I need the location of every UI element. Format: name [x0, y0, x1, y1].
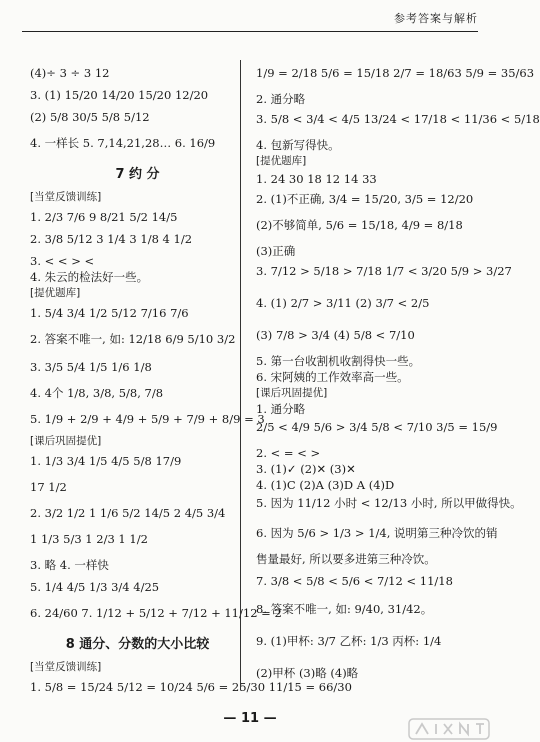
left-answer-line: 1. 2/3 7/6 9 8/21 5/2 14/5 — [30, 210, 178, 224]
right-answer-line: 3. 7/12 > 5/18 > 7/18 1/7 < 3/20 5/9 > 3/27 — [256, 264, 512, 278]
right-answer-line: 2/5 < 4/9 5/6 > 3/4 5/8 < 7/10 3/5 = 15/9 — [256, 420, 498, 434]
right-answer-line: 1. 24 30 18 12 14 33 — [256, 172, 377, 186]
right-answer-line: 6. 宋阿姨的工作效率高一些。 — [256, 370, 409, 384]
right-answer-line: 2. (1)不正确, 3/4 = 15/20, 3/5 = 12/20 — [256, 192, 474, 206]
right-answer-line: (2)甲杯 (3)略 (4)略 — [256, 666, 359, 680]
right-answer-line: 4. (1) 2/7 > 3/11 (2) 3/7 < 2/5 — [256, 296, 430, 310]
left-answer-line: 6. 24/60 7. 1/12 + 5/12 + 7/12 + 11/12 = 2 — [30, 606, 282, 620]
left-answer-line: 1. 1/3 3/4 1/5 4/5 5/8 17/9 — [30, 454, 182, 468]
right-answer-line: [课后巩固提优] — [256, 387, 328, 399]
left-answer-line: 8 通分、分数的大小比较 — [65, 637, 210, 652]
right-answer-line: 售量最好, 所以要多进第三种冷饮。 — [256, 552, 436, 566]
left-answer-line: 1. 5/8 = 15/24 5/12 = 10/24 5/6 = 25/30 11/15 = 66/30 — [30, 680, 352, 694]
right-answer-line: (3) 7/8 > 3/4 (4) 5/8 < 7/10 — [256, 328, 415, 342]
left-answer-line: (2) 5/8 30/5 5/8 5/12 — [30, 110, 150, 124]
left-answer-line: [当堂反馈训练] — [30, 191, 102, 203]
left-answer-line: 5. 1/4 4/5 1/3 3/4 4/25 — [30, 580, 160, 594]
left-answer-line: 4. 4个 1/8, 3/8, 5/8, 7/8 — [30, 386, 164, 400]
page-header-title: 参考答案与解析 — [394, 12, 478, 25]
page-number: — 11 — — [223, 711, 277, 726]
watermark-logo — [408, 718, 490, 740]
right-answer-line: 2. 通分略 — [256, 92, 306, 106]
right-answer-line: [提优题库] — [256, 155, 307, 167]
right-answer-line: (3)正确 — [256, 244, 296, 258]
right-answer-line: 3. (1)✓ (2)✕ (3)✕ — [256, 462, 356, 476]
left-answer-line: 5. 1/9 + 2/9 + 4/9 + 5/9 + 7/9 + 8/9 = 3 — [30, 412, 265, 426]
right-answer-line: 8. 答案不唯一, 如: 9/40, 31/42。 — [256, 602, 433, 616]
header-rule — [22, 31, 478, 32]
left-answer-line: 7 约 分 — [115, 167, 160, 182]
left-answer-line: 3. (1) 15/20 14/20 15/20 12/20 — [30, 88, 209, 102]
left-answer-line: [课后巩固提优] — [30, 435, 102, 447]
right-answer-line: 3. 5/8 < 3/4 < 4/5 13/24 < 17/18 < 11/36 < 5/18 — [256, 112, 540, 126]
column-divider — [240, 60, 241, 690]
left-answer-line: 2. 答案不唯一, 如: 12/18 6/9 5/10 3/2 — [30, 332, 236, 346]
left-answer-line: 17 1/2 — [30, 480, 67, 494]
left-answer-line: 3. < < > < — [30, 254, 95, 268]
right-answer-line: 2. < = < > — [256, 446, 321, 460]
left-answer-line: 3. 略 4. 一样快 — [30, 558, 109, 572]
right-answer-line: 4. (1)C (2)A (3)D A (4)D — [256, 478, 395, 492]
right-answer-line: 9. (1)甲杯: 3/7 乙杯: 1/3 丙杯: 1/4 — [256, 634, 442, 648]
left-answer-line: 2. 3/8 5/12 3 1/4 3 1/8 4 1/2 — [30, 232, 193, 246]
right-answer-line: (2)不够简单, 5/6 = 15/18, 4/9 = 8/18 — [256, 218, 463, 232]
left-answer-line: [提优题库] — [30, 287, 81, 299]
right-answer-line: 1. 通分略 — [256, 402, 306, 416]
left-answer-line: 4. 一样长 5. 7,14,21,28… 6. 16/9 — [30, 136, 216, 150]
left-answer-line: 2. 3/2 1/2 1 1/6 5/2 14/5 2 4/5 3/4 — [30, 506, 226, 520]
left-answer-line: 1. 5/4 3/4 1/2 5/12 7/16 7/6 — [30, 306, 189, 320]
right-answer-line: 6. 因为 5/6 > 1/3 > 1/4, 说明第三种冷饮的销 — [256, 526, 498, 540]
right-answer-line: 7. 3/8 < 5/8 < 5/6 < 7/12 < 11/18 — [256, 574, 453, 588]
right-answer-line: 5. 第一台收割机收割得快一些。 — [256, 354, 421, 368]
left-answer-line: 3. 3/5 5/4 1/5 1/6 1/8 — [30, 360, 152, 374]
left-answer-line: 1 1/3 5/3 1 2/3 1 1/2 — [30, 532, 148, 546]
right-answer-line: 5. 因为 11/12 小时 < 12/13 小时, 所以甲做得快。 — [256, 496, 522, 510]
left-answer-line: [当堂反馈训练] — [30, 661, 102, 673]
left-answer-line: 4. 朱云的检法好一些。 — [30, 270, 149, 284]
right-answer-line: 4. 包新写得快。 — [256, 138, 340, 152]
left-answer-line: (4)÷ 3 ÷ 3 12 — [30, 66, 110, 80]
right-answer-line: 1/9 = 2/18 5/6 = 15/18 2/7 = 18/63 5/9 = 35/63 — [256, 66, 535, 80]
